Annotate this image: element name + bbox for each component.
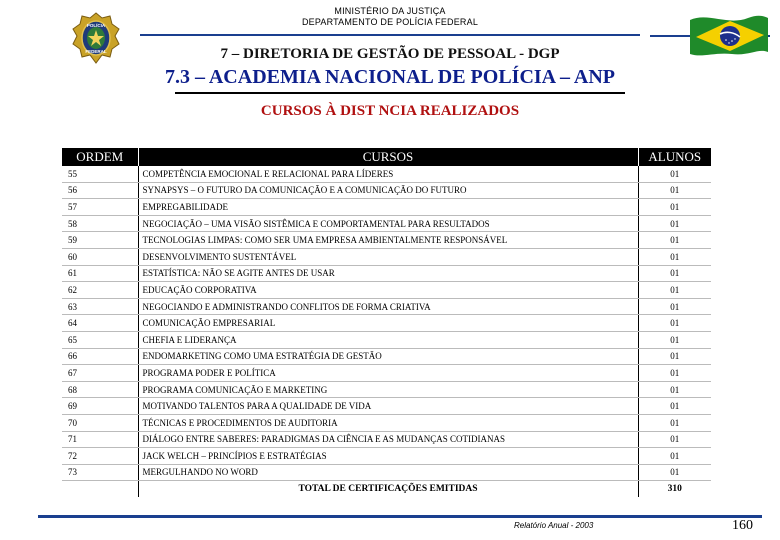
row-ordem: 57 (62, 199, 138, 216)
row-alunos: 01 (638, 232, 711, 249)
row-curso: DIÁLOGO ENTRE SABERES: PARADIGMAS DA CIÊNCIA E AS MUDANÇAS COTIDIANAS (138, 431, 638, 448)
row-curso: MOTIVANDO TALENTOS PARA A QUALIDADE DE VIDA (138, 398, 638, 415)
table-row (62, 315, 711, 332)
row-curso: ESTATÍSTICA: NÃO SE AGITE ANTES DE USAR (138, 265, 638, 282)
row-alunos: 01 (638, 248, 711, 265)
row-alunos: 01 (638, 265, 711, 282)
table-row (62, 282, 711, 299)
page-number: 160 (732, 518, 753, 533)
row-ordem: 67 (62, 365, 138, 382)
row-alunos: 01 (638, 414, 711, 431)
row-alunos: 01 (638, 365, 711, 382)
row-alunos: 01 (638, 381, 711, 398)
table-row (62, 414, 711, 431)
table-title: CURSOS À DIST NCIA REALIZADOS (260, 103, 520, 119)
row-alunos: 01 (638, 464, 711, 481)
row-ordem: 63 (62, 298, 138, 315)
row-alunos: 01 (638, 348, 711, 365)
row-curso: ENDOMARKETING COMO UMA ESTRATÉGIA DE GESTÃO (138, 348, 638, 365)
row-curso: COMPETÊNCIA EMOCIONAL E RELACIONAL PARA LÍDERES (138, 166, 638, 182)
table-row (62, 298, 711, 315)
table-row (62, 232, 711, 249)
table-row (62, 348, 711, 365)
row-ordem: 60 (62, 248, 138, 265)
row-curso: TECNOLOGIAS LIMPAS: COMO SER UMA EMPRESA AMBIENTALMENTE RESPONSÁVEL (138, 232, 638, 249)
row-ordem: 73 (62, 464, 138, 481)
header-rule (140, 34, 640, 36)
row-curso: PROGRAMA PODER E POLÍTICA (138, 365, 638, 382)
table-row (62, 199, 711, 216)
row-curso: DESENVOLVIMENTO SUSTENTÁVEL (138, 248, 638, 265)
row-alunos: 01 (638, 282, 711, 299)
row-alunos: 01 (638, 166, 711, 182)
row-ordem: 59 (62, 232, 138, 249)
report-label: Relatório Anual - 2003 (514, 521, 594, 530)
table-row (62, 448, 711, 465)
row-curso: EDUCAÇÃO CORPORATIVA (138, 282, 638, 299)
row-ordem: 66 (62, 348, 138, 365)
table-row (62, 331, 711, 348)
row-curso: MERGULHANDO NO WORD (138, 464, 638, 481)
row-alunos: 01 (638, 398, 711, 415)
section-title-underline (175, 92, 625, 94)
row-alunos: 01 (638, 315, 711, 332)
total-row (62, 481, 711, 498)
header-cursos: CURSOS (138, 148, 638, 166)
ministry-name: MINISTÉRIO DA JUSTIÇA (334, 6, 446, 16)
table-row (62, 215, 711, 232)
table-header-row (62, 148, 711, 166)
row-ordem: 61 (62, 265, 138, 282)
row-curso: JACK WELCH – PRINCÍPIOS E ESTRATÉGIAS (138, 448, 638, 465)
row-ordem: 71 (62, 431, 138, 448)
row-alunos: 01 (638, 182, 711, 199)
row-curso: TÉCNICAS E PROCEDIMENTOS DE AUDITORIA (138, 414, 638, 431)
department-name: DEPARTAMENTO DE POLÍCIA FEDERAL (301, 17, 479, 27)
table-row (62, 248, 711, 265)
row-curso: NEGOCIAÇÃO – UMA VISÃO SISTÊMICA E COMPORTAMENTAL PARA RESULTADOS (138, 215, 638, 232)
row-alunos: 01 (638, 298, 711, 315)
header-alunos: ALUNOS (638, 148, 711, 166)
table-row (62, 166, 711, 182)
row-ordem: 62 (62, 282, 138, 299)
row-ordem: 68 (62, 381, 138, 398)
section-title: 7.3 – ACADEMIA NACIONAL DE POLÍCIA – ANP (164, 66, 616, 88)
row-alunos: 01 (638, 215, 711, 232)
table-row (62, 381, 711, 398)
row-curso: CHEFIA E LIDERANÇA (138, 331, 638, 348)
total-value: 310 (638, 481, 711, 498)
table-row (62, 182, 711, 199)
row-curso: EMPREGABILIDADE (138, 199, 638, 216)
table-row (62, 398, 711, 415)
table-row (62, 365, 711, 382)
badge-text-top: POLÍCIA (86, 23, 106, 28)
footer-rule (38, 515, 762, 518)
row-ordem: 58 (62, 215, 138, 232)
table-row (62, 431, 711, 448)
row-alunos: 01 (638, 331, 711, 348)
row-ordem: 69 (62, 398, 138, 415)
row-ordem: 64 (62, 315, 138, 332)
directorate-title: 7 – DIRETORIA DE GESTÃO DE PESSOAL - DGP (220, 46, 560, 62)
table-row (62, 464, 711, 481)
row-alunos: 01 (638, 431, 711, 448)
total-label: TOTAL DE CERTIFICAÇÕES EMITIDAS (138, 481, 638, 498)
courses-table (62, 148, 711, 497)
row-ordem: 65 (62, 331, 138, 348)
row-ordem: 70 (62, 414, 138, 431)
row-alunos: 01 (638, 448, 711, 465)
row-curso: SYNAPSYS – O FUTURO DA COMUNICAÇÃO E A COMUNICAÇÃO DO FUTURO (138, 182, 638, 199)
header-ordem: ORDEM (62, 148, 138, 166)
row-curso: COMUNICAÇÃO EMPRESARIAL (138, 315, 638, 332)
row-ordem: 56 (62, 182, 138, 199)
row-curso: NEGOCIANDO E ADMINISTRANDO CONFLITOS DE FORMA CRIATIVA (138, 298, 638, 315)
row-ordem: 55 (62, 166, 138, 182)
row-ordem: 72 (62, 448, 138, 465)
row-alunos: 01 (638, 199, 711, 216)
table-row (62, 265, 711, 282)
badge-text-bottom: FEDERAL (85, 49, 107, 54)
row-curso: PROGRAMA COMUNICAÇÃO E MARKETING (138, 381, 638, 398)
